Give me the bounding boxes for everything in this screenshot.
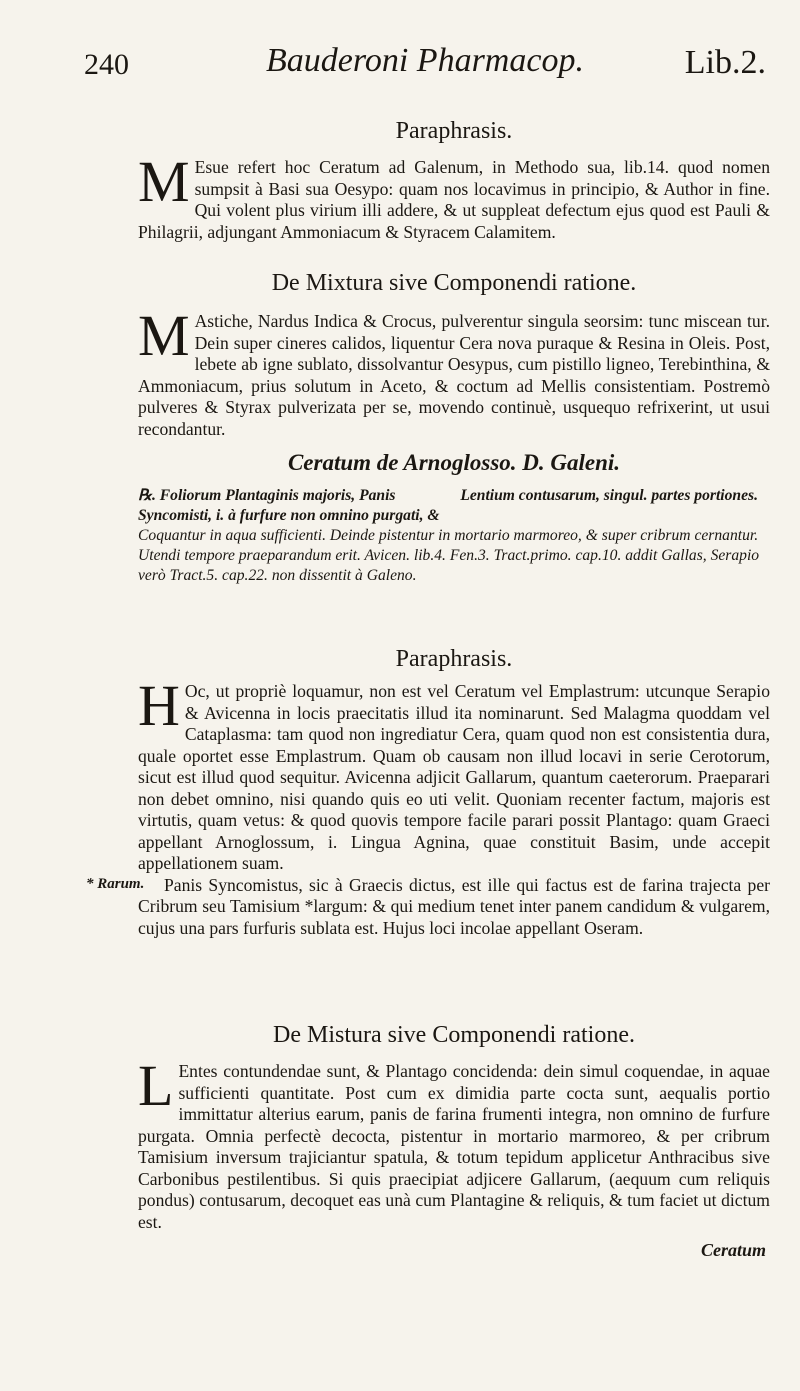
paragraph	[138, 673, 770, 875]
section-mistura	[138, 1022, 770, 1233]
paragraph-text: Entes contundendae sunt, & Plantago concidenda: dein simul coquendae, in aquae sufficienti quantitate. Post cum ex dimidia parte cocta sunt, aequalis portio immittatur alterius earum, panis de farina frumenti integra, non omnino de furfure purgata. Omnia perfectè decocta, pistentur in mortario marmoreo, & per cribrum Tamisium inversum trajiciantur spatula, & totum tepidum applicetur Anthracibus sive Carbonibus pestilentibus. Si quis praecipiat adjicere Gallarum, (aequum cum reliquis pondus) contusarum, decoquet eas unà cum Plantagine & reliquis, & tum faciet ut dictum est.	[138, 1061, 770, 1232]
paragraph-text: Esue refert hoc Ceratum ad Galenum, in Methodo sua, lib.14. quod nomen sumpsit à Basi sua Oesypo: quam nos locavimus in principio, & Author in fine. Qui volent plus virium illi addere, & ut suppleat defectum ejus quod est Pauli & Philagrii, adjungant Ammoniacum & Styracem Calamitem.	[138, 157, 770, 242]
section-heading: Ceratum de Arnoglosso. D. Galeni.	[287, 450, 621, 475]
paragraph	[138, 149, 770, 243]
section-heading: Paraphrasis.	[395, 118, 513, 144]
book-number: Lib.2.	[684, 44, 766, 81]
page-number: 240	[84, 48, 129, 81]
marginal-note: * Rarum.	[86, 876, 145, 892]
drop-cap: H	[138, 673, 180, 738]
paragraph	[138, 1053, 770, 1233]
section-heading: De Mixtura sive Componendi ratione.	[271, 270, 637, 296]
recipe-instructions: Coquantur in aqua sufficienti. Deinde pistentur in mortario marmoreo, & super cribrum cernantur. Utendi tempore praeparandum erit. Avicen. lib.4. Fen.3. Tract.primo. cap.10. addit Gallas, Serapio verò Tract.5. cap.22. non dissentit à Galeno.	[138, 527, 760, 584]
section-ceratum	[138, 450, 770, 586]
paragraph	[138, 303, 770, 440]
section-heading: De Mistura sive Componendi ratione.	[273, 1022, 635, 1048]
drop-cap: L	[138, 1053, 174, 1118]
paragraph-text: Astiche, Nardus Indica & Crocus, pulverentur singula seorsim: tunc miscean tur. Dein super cineres calidos, liquentur Cera nova puraque & Resina in Oleis. Post, lebete ab igne sublato, dissolvantur Oesypus, cum pistillo ligneo, Terebinthina, & Ammoniacum, prius solutum in Aceto, & coctum ad Mellis consistentiam. Postremò pulveres & Styrax pulverizata per se, movendo continuè, usquequo refrixerint, ut usui recondantur.	[138, 311, 770, 439]
page-header	[84, 42, 766, 90]
drop-cap: M	[138, 303, 190, 368]
recipe-left: ℞. Foliorum Plantaginis majoris, Panis Syncomisti, i. à furfure non omnino purgati, &	[138, 487, 440, 524]
section-heading: Paraphrasis.	[395, 646, 513, 672]
paragraph-text: Oc, ut propriè loquamur, non est vel Ceratum vel Emplastrum: utcunque Serapio & Avicenna in locis praecitatis illud ita nominarunt. Sed Malagma quoddam vel Cataplasma: tam quod non ingrediatur Cera, quam quod non est consistentia dura, quale oportet esse Emplastrum. Quam ob causam non illud locavi in serie Cerotorum, sicut est illud quod sequitur. Avicenna adjicit Gallarum, quantum caeterorum. Praeparari non debet omnino, nisi quando quis eo uti velit. Quoniam recenter factum, majoris est virtutis, quam vetus: & quod quovis tempore facile parari possit Plantago: quam Graeci appellant Arnoglossum, i. Lingua Agnina, quae constituit Basim, unde accepit appellationem suam.	[138, 681, 770, 873]
recipe-right: Lentium contusarum, singul. partes portiones.	[460, 487, 758, 504]
running-title: Bauderoni Pharmacop.	[266, 42, 584, 79]
drop-cap: M	[138, 149, 190, 214]
section-paraphrasis-2	[138, 646, 770, 939]
catchword: Ceratum	[700, 1240, 766, 1260]
paragraph: Panis Syncomistus, sic à Graecis dictus, est ille qui factus est de farina trajecta per Cribrum seu Tamisium *largum: & qui medium tenet inter panem candidum & vulgarem, cujus una pars furfuris sublata est. Hujus loci incolae appellant Oseram.	[138, 874, 770, 938]
section-paraphrasis-1	[138, 118, 770, 243]
section-mixtura	[138, 270, 770, 440]
recipe-ingredients	[138, 486, 770, 526]
